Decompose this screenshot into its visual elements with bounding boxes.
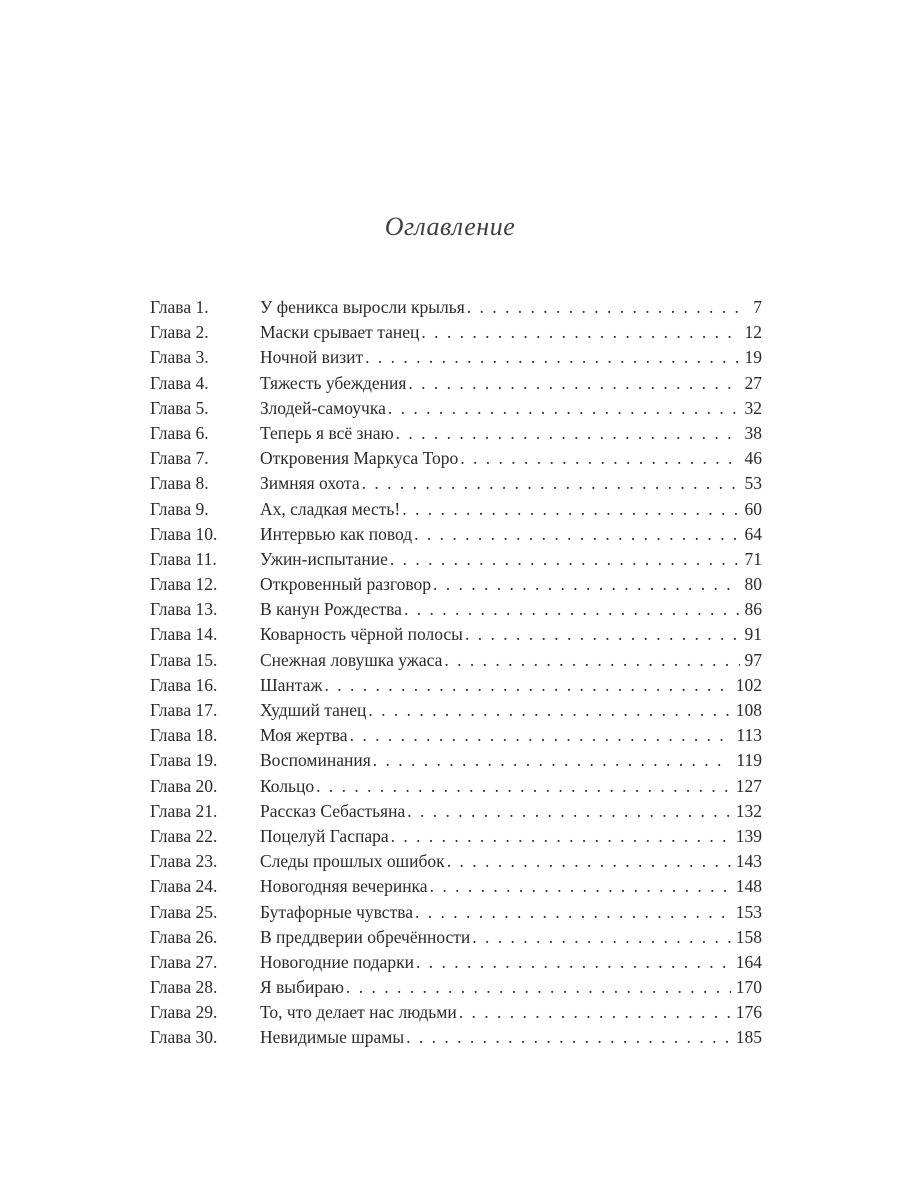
- toc-page-number: 12: [744, 322, 762, 343]
- toc-page-number: 139: [735, 825, 762, 846]
- toc-chapter-title: Моя жертва: [260, 725, 348, 746]
- dot-leader: [390, 547, 740, 572]
- toc-chapter-title: Рассказ Себастьяна: [260, 800, 406, 821]
- dot-leader: [459, 1000, 731, 1025]
- toc-chapter-title: Ужин-испытание: [260, 548, 388, 569]
- dot-leader: [404, 597, 740, 622]
- toc-chapter-title: В канун Рождества: [260, 599, 402, 620]
- toc-chapter-title: Тяжесть убеждения: [260, 372, 407, 393]
- toc-entry: [150, 446, 762, 471]
- toc-list: [150, 295, 762, 1051]
- toc-chapter-label: Глава 1.: [150, 297, 209, 317]
- toc-chapter-label: Глава 28.: [150, 977, 218, 998]
- toc-page-number: 71: [744, 548, 762, 569]
- toc-page-number: 132: [735, 800, 762, 821]
- toc-entry: [150, 320, 762, 345]
- toc-chapter-label: Глава 14.: [150, 624, 218, 645]
- toc-page-number: 27: [744, 372, 762, 393]
- dot-leader: [368, 698, 730, 723]
- toc-entry: [150, 849, 762, 874]
- toc-chapter-title: Откровения Маркуса Торо: [260, 448, 459, 469]
- toc-chapter-title: Новогодние подарки: [260, 951, 414, 972]
- toc-page-number: 113: [736, 725, 762, 746]
- dot-leader: [402, 497, 739, 522]
- toc-entry: [150, 471, 762, 496]
- toc-chapter-title: Злодей-самоучка: [260, 397, 386, 418]
- toc-page-number: 60: [744, 498, 762, 519]
- toc-chapter-label: Глава 9.: [150, 498, 209, 519]
- toc-chapter-label: Глава 15.: [150, 649, 218, 670]
- toc-chapter-title: Интервью как повод: [260, 523, 413, 544]
- toc-chapter-title: Поцелуй Гаспара: [260, 825, 389, 846]
- dot-leader: [373, 748, 732, 773]
- toc-page-number: 148: [735, 876, 762, 897]
- dot-leader: [362, 471, 740, 496]
- toc-page-number: 64: [744, 523, 762, 544]
- toc-chapter-label: Глава 19.: [150, 750, 218, 771]
- toc-chapter-title: Бутафорные чувства: [260, 901, 414, 922]
- toc-chapter-label: Глава 17.: [150, 700, 218, 720]
- dot-leader: [414, 522, 739, 547]
- toc-chapter-title: Новогодняя вечеринка: [260, 876, 428, 897]
- toc-entry: [150, 723, 762, 748]
- toc-page-number: 97: [744, 649, 762, 670]
- toc-page-number: 108: [735, 700, 762, 720]
- toc-chapter-label: Глава 25.: [150, 901, 218, 922]
- toc-page-number: 143: [735, 851, 762, 872]
- toc-entry: [150, 774, 762, 799]
- dot-leader: [325, 673, 731, 698]
- toc-chapter-label: Глава 23.: [150, 851, 218, 872]
- dot-leader: [415, 900, 731, 925]
- dot-leader: [408, 371, 739, 396]
- toc-chapter-title: Коварность чёрной полосы: [260, 624, 463, 645]
- toc-entry: [150, 345, 762, 370]
- toc-entry: [150, 824, 762, 849]
- toc-page-number: 170: [735, 977, 762, 998]
- toc-chapter-title: В преддверии обречённости: [260, 926, 471, 947]
- dot-leader: [444, 648, 739, 673]
- toc-page-number: 91: [744, 624, 762, 645]
- toc-chapter-label: Глава 21.: [150, 800, 218, 821]
- toc-entry: [150, 950, 762, 975]
- toc-chapter-title: Худший танец: [260, 700, 367, 720]
- dot-leader: [430, 874, 731, 899]
- toc-entry: [150, 421, 762, 446]
- toc-entry: [150, 622, 762, 647]
- dot-leader: [391, 824, 731, 849]
- toc-chapter-label: Глава 11.: [150, 548, 217, 569]
- toc-page-number: 38: [744, 422, 762, 443]
- toc-chapter-label: Глава 7.: [150, 448, 209, 469]
- toc-chapter-label: Глава 20.: [150, 775, 218, 796]
- dot-leader: [407, 799, 731, 824]
- toc-chapter-title: Маски срывает танец: [260, 322, 420, 343]
- toc-chapter-title: Воспоминания: [260, 750, 371, 771]
- toc-chapter-label: Глава 24.: [150, 876, 218, 897]
- dot-leader: [421, 320, 739, 345]
- toc-entry: [150, 698, 762, 723]
- toc-entry: [150, 900, 762, 925]
- toc-entry: [150, 925, 762, 950]
- toc-chapter-title: Теперь я всё знаю: [260, 422, 394, 443]
- page-title: Оглавление: [384, 212, 516, 241]
- toc-entry: [150, 597, 762, 622]
- toc-page-number: 86: [744, 599, 762, 620]
- toc-entry: [150, 371, 762, 396]
- toc-entry: [150, 673, 762, 698]
- toc-page-number: 32: [744, 397, 762, 418]
- toc-chapter-title: То, что делает нас людьми: [260, 1002, 457, 1023]
- toc-page-number: 53: [744, 473, 762, 494]
- toc-chapter-label: Глава 13.: [150, 599, 218, 620]
- toc-chapter-label: Глава 3.: [150, 347, 209, 368]
- toc-chapter-title: У феникса выросли крылья: [260, 297, 465, 317]
- dot-leader: [388, 396, 740, 421]
- dot-leader: [416, 950, 731, 975]
- toc-entry: [150, 295, 762, 320]
- toc-page-number: 158: [735, 926, 762, 947]
- toc-page-number: 164: [735, 951, 762, 972]
- toc-chapter-label: Глава 2.: [150, 322, 209, 343]
- toc-chapter-title: Откровенный разговор: [260, 574, 432, 595]
- toc-chapter-label: Глава 5.: [150, 397, 209, 418]
- toc-chapter-title: Шантаж: [260, 674, 323, 695]
- toc-page-number: 102: [735, 674, 762, 695]
- toc-entry: [150, 522, 762, 547]
- dot-leader: [472, 925, 730, 950]
- toc-chapter-title: Кольцо: [260, 775, 315, 796]
- toc-page-number: 19: [744, 347, 762, 368]
- dot-leader: [316, 774, 731, 799]
- toc-chapter-title: Ночной визит: [260, 347, 364, 368]
- toc-page-number: 46: [744, 448, 762, 469]
- toc-chapter-label: Глава 26.: [150, 926, 218, 947]
- toc-entry: [150, 648, 762, 673]
- dot-leader: [350, 723, 732, 748]
- dot-leader: [447, 849, 731, 874]
- toc-entry: [150, 748, 762, 773]
- toc-chapter-label: Глава 16.: [150, 674, 218, 695]
- toc-chapter-label: Глава 4.: [150, 372, 209, 393]
- toc-chapter-label: Глава 8.: [150, 473, 209, 494]
- dot-leader: [465, 622, 740, 647]
- toc-chapter-label: Глава 18.: [150, 725, 218, 746]
- dot-leader: [433, 572, 739, 597]
- dot-leader: [365, 345, 739, 370]
- toc-page-number: 127: [735, 775, 762, 796]
- toc-entry: [150, 547, 762, 572]
- toc-chapter-label: Глава 30.: [150, 1027, 218, 1048]
- toc-chapter-label: Глава 6.: [150, 422, 209, 443]
- toc-entry: [150, 975, 762, 1000]
- toc-chapter-label: Глава 10.: [150, 523, 218, 544]
- toc-entry: [150, 1025, 762, 1050]
- toc-entry: [150, 497, 762, 522]
- toc-entry: [150, 396, 762, 421]
- toc-page-number: 80: [744, 574, 762, 595]
- toc-chapter-title: Я выбираю: [260, 977, 344, 998]
- toc-page-number: 153: [735, 901, 762, 922]
- toc-entry: [150, 1000, 762, 1025]
- toc-chapter-title: Следы прошлых ошибок: [260, 851, 445, 872]
- toc-page-number: 119: [736, 750, 762, 771]
- toc-chapter-title: Невидимые шрамы: [260, 1027, 405, 1048]
- toc-chapter-label: Глава 22.: [150, 825, 218, 846]
- toc-chapter-title: Зимняя охота: [260, 473, 360, 494]
- dot-leader: [396, 421, 740, 446]
- toc-page-number: 185: [735, 1027, 762, 1048]
- toc-chapter-label: Глава 29.: [150, 1002, 218, 1023]
- dot-leader: [346, 975, 731, 1000]
- toc-chapter-title: Ах, сладкая месть!: [260, 498, 401, 519]
- dot-leader: [406, 1025, 731, 1050]
- toc-page-number: 176: [735, 1002, 762, 1023]
- dot-leader: [460, 446, 739, 471]
- dot-leader: [467, 295, 748, 320]
- toc-chapter-label: Глава 12.: [150, 574, 218, 595]
- toc-entry: [150, 572, 762, 597]
- toc-chapter-title: Снежная ловушка ужаса: [260, 649, 443, 670]
- toc-chapter-label: Глава 27.: [150, 951, 218, 972]
- toc-page-number: 7: [753, 297, 762, 317]
- toc-entry: [150, 874, 762, 899]
- toc-entry: [150, 799, 762, 824]
